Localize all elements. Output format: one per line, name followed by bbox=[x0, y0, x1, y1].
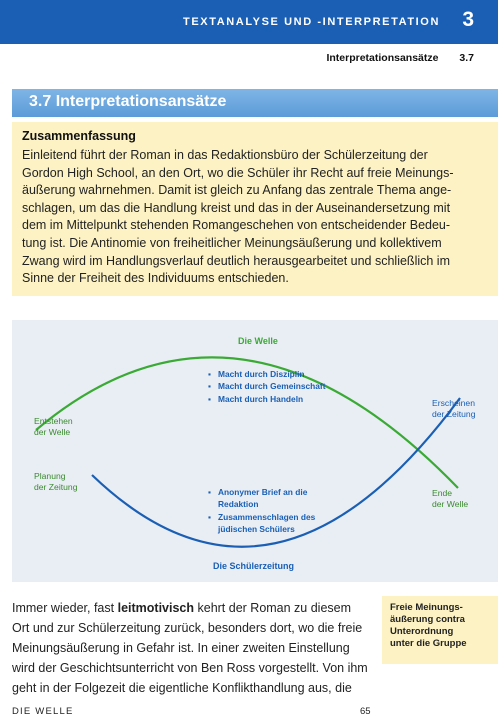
label-line: der Welle bbox=[34, 427, 71, 437]
text-run: kehrt der Roman zu diesem bbox=[194, 601, 352, 615]
label-planung-der-zeitung bbox=[34, 471, 77, 493]
margin-note-line: Unterordnung bbox=[390, 626, 454, 637]
chapter-title: TEXTANALYSE UND -INTERPRETATION bbox=[183, 16, 440, 28]
list-item-text: Redaktion bbox=[218, 499, 259, 510]
summary-line: Sinne der Freiheit des Individuums entschieden. bbox=[22, 271, 289, 286]
summary-text bbox=[22, 147, 488, 288]
label-line: Erscheinen bbox=[432, 398, 475, 408]
summary-line: äußerung wahrnehmen. Damit ist gleich zu Anfang das zentrale Thema ange- bbox=[22, 183, 452, 198]
list-item-text: Anonymer Brief an die bbox=[218, 487, 308, 497]
list-item bbox=[208, 486, 315, 511]
label-erscheinen-der-zeitung bbox=[432, 398, 475, 420]
label-ende-der-welle bbox=[432, 488, 468, 510]
body-line: Meinungsäußerung in Gefahr ist. In einer zweiten Einstellung bbox=[12, 641, 350, 655]
label-entstehen-der-welle bbox=[34, 416, 73, 438]
body-line bbox=[12, 598, 372, 618]
chapter-number: 3 bbox=[462, 8, 474, 31]
chapter-header-bar bbox=[0, 0, 498, 44]
list-item: ▪ Macht durch Handeln bbox=[208, 393, 326, 405]
label-line: der Welle bbox=[432, 499, 469, 509]
label-line: der Zeitung bbox=[34, 482, 78, 492]
page-number: 65 bbox=[360, 706, 371, 717]
section-heading-bar bbox=[12, 89, 498, 117]
list-item-text: Zusammenschlagen des bbox=[218, 511, 316, 522]
body-line: Ort und zur Schülerzeitung zurück, besonders dort, wo die freie bbox=[12, 621, 363, 635]
label-line: Ende bbox=[432, 488, 453, 498]
margin-note-line: äußerung contra bbox=[390, 614, 465, 625]
margin-note-line: Freie Meinungs- bbox=[390, 602, 463, 613]
summary-line: Zwang wird im Handlungsverlauf deutlich herausgearbeitet und schließlich im bbox=[22, 253, 450, 268]
summary-line: Gordon High School, an den Ort, wo die Schüler ihr Recht auf freie Meinungs- bbox=[22, 165, 454, 180]
schuelerzeitung-title: Die Schülerzeitung bbox=[213, 561, 295, 571]
footer-book-title: DIE WELLE bbox=[12, 706, 74, 717]
list-item bbox=[208, 511, 315, 536]
summary-box bbox=[12, 122, 498, 296]
summary-line: Einleitend führt der Roman in das Redaktionsbüro der Schülerzeitung der bbox=[22, 148, 428, 162]
plot-structure-diagram bbox=[12, 320, 498, 582]
label-line: Planung bbox=[34, 471, 66, 481]
schuelerzeitung-bullet-list bbox=[208, 486, 315, 536]
summary-line: dem im Mittelpunkt stehenden Romangeschehen von entscheidender Bedeu- bbox=[22, 218, 451, 233]
section-heading: 3.7 Interpretationsansätze bbox=[29, 93, 227, 110]
welle-bullet-list bbox=[208, 368, 326, 405]
running-head bbox=[326, 52, 474, 64]
text-run: Immer wieder, fast bbox=[12, 601, 118, 615]
diagram-curves bbox=[12, 320, 498, 582]
body-paragraph bbox=[12, 598, 372, 698]
summary-title: Zusammenfassung bbox=[22, 129, 136, 143]
list-item: ▪ Macht durch Disziplin bbox=[208, 368, 326, 380]
body-line: geht in der Folgezeit die eigentliche Konflikthandlung aus, die bbox=[12, 681, 352, 695]
label-line: der Zeitung bbox=[432, 409, 476, 419]
margin-note-box bbox=[382, 596, 498, 664]
list-item: ▪ Macht durch Gemeinschaft bbox=[208, 380, 326, 392]
list-item-text: jüdischen Schülers bbox=[218, 524, 295, 535]
body-line: wird der Geschichtsunterricht von Ben Ross vorgestellt. Von ihm bbox=[12, 661, 368, 675]
running-head-title: Interpretationsansätze bbox=[326, 52, 439, 64]
margin-note-line: unter die Gruppe bbox=[390, 638, 467, 649]
emphasis-leitmotivisch: leitmotivisch bbox=[117, 601, 195, 615]
summary-line: tung ist. Die Antinomie von freiheitlicher Meinungsäußerung und kollektivem bbox=[22, 235, 442, 250]
welle-title: Die Welle bbox=[238, 336, 278, 346]
label-line: Entstehen bbox=[34, 416, 73, 426]
summary-line: schlagen, um das die Handlung kreist und das in der Auseinandersetzung mit bbox=[22, 200, 451, 215]
running-head-number: 3.7 bbox=[459, 52, 474, 64]
